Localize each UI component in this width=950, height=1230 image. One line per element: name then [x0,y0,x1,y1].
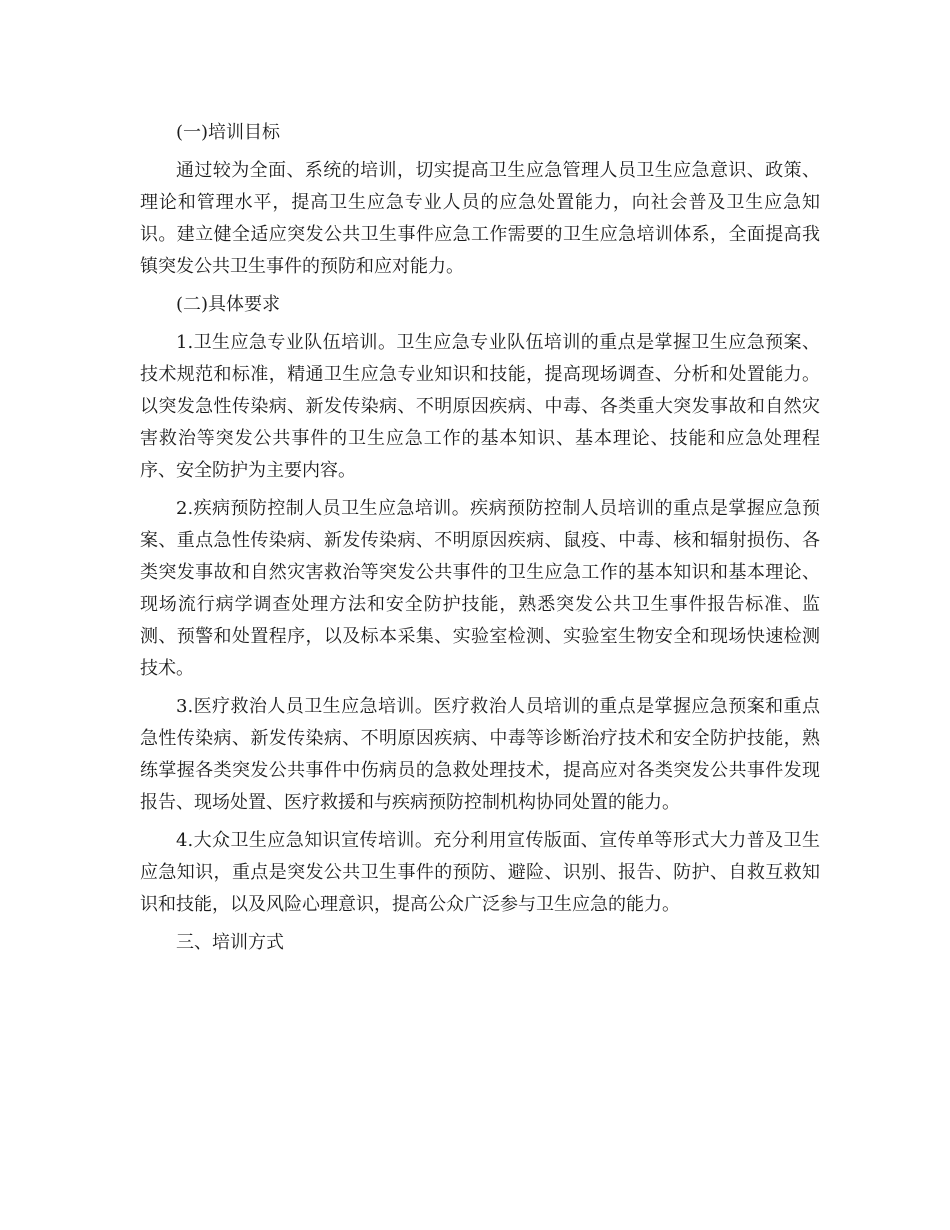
paragraph-requirement-4: 4.大众卫生应急知识宣传培训。充分利用宣传版面、宣传单等形式大力普及卫生应急知识，重点是突发公共卫生事件的预防、避险、识别、报告、防护、自救互救知识和技能，以及风险心理意识，提高公众广泛参与卫生应急的能力。 [140,830,820,915]
document-body [140,117,820,959]
paragraph-requirement-3: 3.医疗救治人员卫生应急培训。医疗救治人员培训的重点是掌握应急预案和重点急性传染病、新发传染病、不明原因疾病、中毒等诊断治疗技术和安全防护技能，熟练掌握各类突发公共事件中伤病员的急救处理技术，提高应对各类突发公共事件发现报告、现场处置、医疗救援和与疾病预防控制机构协同处置的能力。 [140,696,820,813]
heading-training-goal: (一)培训目标 [176,122,281,143]
heading-training-method: 三、培训方式 [176,932,284,953]
paragraph-requirement-2: 2.疾病预防控制人员卫生应急培训。疾病预防控制人员培训的重点是掌握应急预案、重点急性传染病、新发传染病、不明原因疾病、鼠疫、中毒、核和辐射损伤、各类突发事故和自然灾害救治等突发公共事件的卫生应急工作的基本知识和基本理论、现场流行病学调查处理方法和安全防护技能，熟悉突发公共卫生事件报告标准、监测、预警和处置程序，以及标本采集、实验室检测、实验室生物安全和现场快速检测技术。 [140,498,820,679]
heading-specific-requirements: (二)具体要求 [176,294,281,315]
paragraph-training-goal: 通过较为全面、系统的培训，切实提高卫生应急管理人员卫生应急意识、政策、理论和管理水平，提高卫生应急专业人员的应急处置能力，向社会普及卫生应急知识。建立健全适应突发公共卫生事件应急工作需要的卫生应急培训体系，全面提高我镇突发公共卫生事件的预防和应对能力。 [140,160,820,277]
paragraph-requirement-1: 1.卫生应急专业队伍培训。卫生应急专业队伍培训的重点是掌握卫生应急预案、技术规范和标准，精通卫生应急专业知识和技能，提高现场调查、分析和处置能力。以突发急性传染病、新发传染病、不明原因疾病、中毒、各类重大突发事故和自然灾害救治等突发公共事件的卫生应急工作的基本知识、基本理论、技能和应急处理程序、安全防护为主要内容。 [140,332,820,481]
